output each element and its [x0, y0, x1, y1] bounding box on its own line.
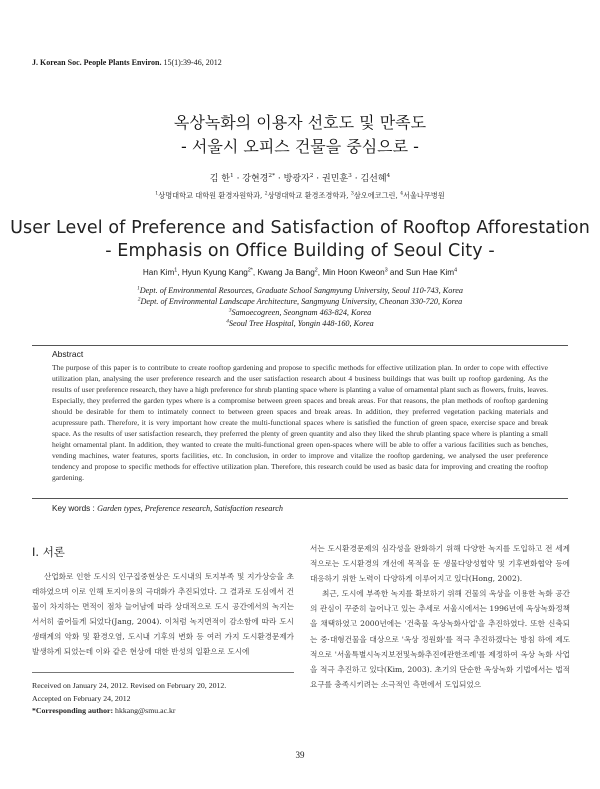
english-author: Kwang Ja Bang: [257, 268, 315, 277]
korean-affiliations: [0, 191, 600, 201]
corresponding-email: hkkang@smu.ac.kr: [115, 706, 176, 715]
author-superscript: 1: [174, 267, 178, 274]
body-paragraph: 산업화로 인한 도시의 인구집중현상은 도시내의 토지부족 및 지가상승을 초래하였으며 이로 인해 토지이용의 극대화가 추진되었다. 그 결과로 도심에서 건물이 차지하는 면적이 점차 늘어남에 따라 상대적으로 도시 공간에서의 녹지는 서서히 줄어들게 되었다(Jang, 2004). 이처럼 녹지면적이 감소함에 따라 도시생태계의 악화 및 환경오염, 도시내 기후의 변화 등 여러 가지 도시환경문제가 발생하게 되었는데 이와 같은 현상에 대한 반성의 일환으로 도시에: [32, 572, 294, 657]
affiliation-text: Dept. of Environmental Resources, Graduate School Sangmyung University, Seoul 110-743, Korea: [139, 286, 463, 295]
english-affiliation: [0, 285, 600, 296]
korean-author: 김선혜: [360, 174, 387, 184]
korean-title-line2: - 서울시 오피스 건물을 중심으로 -: [181, 137, 419, 156]
author-superscript: 4: [454, 267, 458, 274]
english-author: Min Hoon Kweon: [322, 268, 385, 277]
abstract-bottom-rule: [32, 498, 568, 499]
english-author: Sun Hae Kim: [405, 268, 455, 277]
accepted-date: Accepted on February 24, 2012: [32, 693, 131, 703]
author-superscript: 2: [309, 173, 314, 179]
korean-affiliation: 상명대학교 환경조경학과,: [267, 191, 349, 200]
author-separator: ·: [233, 174, 243, 184]
english-affiliation: [0, 307, 600, 318]
author-separator: ·: [351, 174, 361, 184]
received-date: Received on January 24, 2012. Revised on February 20, 2012.: [32, 681, 227, 690]
english-affiliation: [0, 318, 600, 329]
keywords-text: Garden types, Preference research, Satisfaction research: [97, 504, 283, 513]
korean-author: 강현경: [242, 174, 269, 184]
section-heading: Ⅰ. 서론: [32, 545, 65, 559]
affiliation-number: 3: [350, 191, 354, 197]
author-superscript: 4: [386, 173, 391, 179]
body-paragraph: 최근, 도시에 부족한 녹지를 확보하기 위해 건물의 옥상을 이용한 녹화 공간의 관심이 꾸준히 늘어나고 있는 추세로 서울시에서는 1996년에 옥상녹화정책을 채택하였고 2000년에는 '건축물 옥상녹화사업'을 추진하였다. 또한 신축되는 중·대형건물을 대상으로 '옥상 정원화'를 적극 추진하겠다는 방침 하에 제도적으로 '서울특별시녹지보전및녹화추진에관한조례'를 제정하여 옥상 녹화 사업을 적극 추진하고 있다(Kim, 2003). 초기의 단순한 옥상녹화 기법에서는 법적 요구를 충족시키려는 소극적인 측면에서 도입되었으: [310, 589, 570, 689]
author-superscript: 3: [348, 173, 352, 179]
author-separator: ,: [177, 268, 182, 277]
english-affiliation: [0, 296, 600, 307]
affiliation-number: 1: [155, 191, 159, 197]
author-superscript: 2: [314, 267, 318, 274]
korean-author: 방광자: [283, 174, 310, 184]
author-superscript: 2*: [268, 173, 276, 179]
affiliation-number: 2: [264, 191, 268, 197]
abstract-label: Abstract: [52, 349, 84, 359]
korean-author: 김 한: [209, 174, 230, 184]
author-superscript: 2*: [247, 267, 253, 274]
korean-affiliation: 서울나무병원: [403, 191, 445, 200]
author-separator: and: [387, 268, 406, 277]
keywords: [52, 504, 283, 513]
english-author: Hyun Kyung Kang: [181, 268, 248, 277]
author-separator: ·: [313, 174, 323, 184]
english-affiliations: [0, 285, 600, 329]
affiliation-text: Seoul Tree Hospital, Yongin 448-160, Korea: [228, 319, 374, 328]
affiliation-number: 1: [137, 285, 140, 292]
korean-affiliation: 상명대학교 대학원 환경자원학과,: [158, 191, 263, 200]
english-title-line1: User Level of Preference and Satisfaction of Rooftop Afforestation: [10, 218, 590, 238]
corresponding-label: *Corresponding author:: [32, 706, 114, 715]
korean-title-line1: 옥상녹화의 이용자 선호도 및 만족도: [173, 113, 427, 132]
author-superscript: 1: [229, 173, 234, 179]
english-title-line2: - Emphasis on Office Building of Seoul City -: [105, 241, 495, 261]
left-column: [32, 569, 294, 660]
journal-volume-pages: 15(1):39-46, 2012: [163, 58, 222, 67]
affiliation-number: 3: [228, 307, 232, 314]
corresponding-author: [32, 705, 226, 718]
author-superscript: 3: [384, 267, 388, 274]
affiliation-text: Samoecogreen, Seongnam 463-824, Korea: [231, 308, 372, 317]
affiliation-number: 4: [226, 318, 229, 325]
english-author: Han Kim: [142, 268, 175, 277]
korean-authors: [0, 171, 600, 184]
keywords-label: Key words :: [52, 504, 95, 513]
footnotes: [32, 680, 226, 718]
author-separator: ·: [275, 174, 284, 184]
korean-affiliation: 삼오에코그린,: [353, 191, 398, 200]
abstract-top-rule: [32, 345, 568, 346]
author-separator: ,: [252, 268, 258, 277]
footnote-rule: [32, 672, 294, 673]
body-paragraph: 서는 도시환경문제의 심각성을 완화하기 위해 다양한 녹지를 도입하고 전 세계적으로는 도시환경의 개선에 목적을 둔 생물다양성협약 및 기후변화협약 등에 대응하기 위한 노력이 다양하게 이루어지고 있다(Hong, 2002).: [310, 544, 570, 584]
page-number: 39: [295, 750, 305, 760]
journal-header: [32, 58, 222, 67]
author-separator: ,: [317, 268, 323, 277]
abstract-text: The purpose of this paper is to contribute to create rooftop gardening and propose to specific methods for effective utilization plan. In order to cope with effective utilization plan, analysing the user preference research and the user satisfaction research about 4 business buildings that was built up rooftop gardening. As the results of user preference research, they have a high preference for shrub planting space where is planting a value of ornamental plant such as flowers, fruits, leaves. Especially, they preferred the garden types where is a compromise between green spaces and break areas. For that reasons, the plan methods of rooftop gardening should be desirable for them to intimately connect to between green spaces and break areas. In addition, they preferred vegetation packing materials and acupressure path. Therefore, it is very important how create the multi-functional spaces where is satisfied the function of green space, exercise space and break space. As the results of user satisfaction research, they preferred the plenty of green quantity and also they liked the shrub planting space where is planting a small height ornamental plant. In addition, they wanted to create the multi-functional green open-spaces where will be able to offer a various facilities such as benches, vending machines, water features, sports facilities, etc. In conclusion, in order to improve and vitalize the rooftop gardening, we analysed the user preference tendency and propose to specific methods for effective utilization plan. Therefore, this research could be used as basic data for improving and creating the rooftop gardening.: [52, 363, 548, 482]
affiliation-number: 4: [400, 191, 404, 197]
english-authors: [0, 268, 600, 277]
affiliation-number: 2: [137, 296, 141, 303]
affiliation-text: Dept. of Environmental Landscape Architecture, Sangmyung University, Cheonan 330-720, Korea: [140, 297, 463, 306]
journal-name: J. Korean Soc. People Plants Environ.: [32, 58, 162, 67]
right-column: [310, 541, 570, 692]
korean-author: 권민훈: [322, 174, 349, 184]
